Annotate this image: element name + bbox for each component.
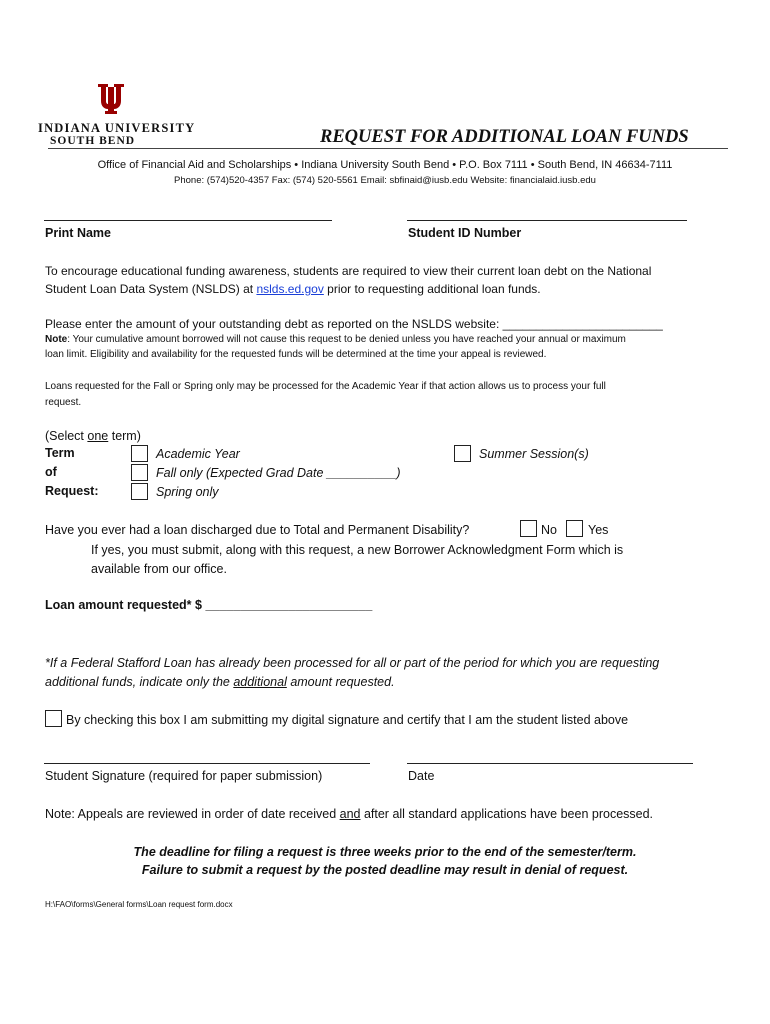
debt-prompt: Please enter the amount of your outstanding debt as reported on the NSLDS website: ________________________	[45, 317, 663, 331]
disability-followup-1: If yes, you must submit, along with this request, a new Borrower Acknowledgment Form which is	[91, 543, 624, 557]
academic-year-label: Academic Year	[156, 447, 240, 461]
term-label-1: Term	[45, 446, 75, 460]
nslds-link[interactable]: nslds.ed.gov	[256, 282, 324, 296]
term-label-3: Request:	[45, 484, 99, 498]
summer-session-checkbox[interactable]	[454, 445, 471, 462]
fall-spring-note-1: Loans requested for the Fall or Spring only may be processed for the Academic Year if that action allows us to process your full	[45, 381, 606, 392]
disability-followup-2: available from our office.	[91, 562, 227, 576]
fall-only-checkbox[interactable]	[131, 464, 148, 481]
certify-signature-checkbox[interactable]	[45, 710, 62, 727]
print-name-field[interactable]	[44, 220, 332, 221]
intro-line-1: To encourage educational funding awareness, students are required to view their current loan debt on the National	[45, 264, 652, 278]
student-id-field[interactable]	[407, 220, 687, 221]
fall-only-label: Fall only (Expected Grad Date __________)	[156, 466, 401, 480]
stafford-note-1: *If a Federal Stafford Loan has already been processed for all or part of the period for which you are requesting	[45, 656, 660, 670]
appeals-note: Note: Appeals are reviewed in order of date received and after all standard applications have been processed.	[45, 807, 654, 821]
date-field[interactable]	[407, 763, 693, 764]
spring-only-label: Spring only	[156, 485, 219, 499]
office-address: Office of Financial Aid and Scholarships • Indiana University South Bend • P.O. Box 7111 • South Bend, IN 46634-7111	[97, 159, 673, 171]
term-select-instruction: (Select one term)	[45, 429, 141, 443]
disability-no-checkbox[interactable]	[520, 520, 537, 537]
deadline-line-1: The deadline for filing a request is three weeks prior to the end of the semester/term.	[133, 845, 637, 859]
form-title: REQUEST FOR ADDITIONAL LOAN FUNDS	[320, 127, 689, 147]
campus-name: SOUTH BEND	[50, 135, 136, 147]
certify-signature-text: By checking this box I am submitting my digital signature and certify that I am the student listed above	[66, 713, 629, 727]
file-path-footer: H:\FAO\forms\General forms\Loan request form.docx	[45, 900, 233, 909]
deadline-line-2: Failure to submit a request by the posted deadline may result in denial of request.	[141, 863, 629, 877]
iu-trident-logo	[98, 84, 124, 114]
university-name: INDIANA UNIVERSITY	[38, 121, 196, 135]
disability-yes-label: Yes	[588, 523, 609, 537]
disability-no-label: No	[541, 523, 557, 537]
spring-only-checkbox[interactable]	[131, 483, 148, 500]
student-signature-field[interactable]	[44, 763, 370, 764]
debt-note-line-1: Note: Your cumulative amount borrowed will not cause this request to be denied unless you have reached your annual or maximum	[45, 334, 626, 345]
date-label: Date	[408, 769, 435, 783]
fall-spring-note-2: request.	[45, 397, 82, 408]
disability-question: Have you ever had a loan discharged due to Total and Permanent Disability?	[45, 523, 470, 537]
office-contact: Phone: (574)520-4357 Fax: (574) 520-5561 Email: sbfinaid@iusb.edu Website: financialaid.iusb.edu	[174, 175, 596, 186]
intro-line-2: Student Loan Data System (NSLDS) at nslds.ed.gov prior to requesting additional loan funds.	[45, 282, 541, 296]
disability-yes-checkbox[interactable]	[566, 520, 583, 537]
debt-note-line-2: loan limit. Eligibility and availability for the requested funds will be determined at the time your appeal is reviewed.	[45, 349, 547, 360]
summer-session-label: Summer Session(s)	[479, 447, 589, 461]
academic-year-checkbox[interactable]	[131, 445, 148, 462]
student-signature-label: Student Signature (required for paper submission)	[45, 769, 323, 783]
term-label-2: of	[45, 465, 57, 479]
student-id-label: Student ID Number	[408, 226, 522, 240]
stafford-note-2: additional funds, indicate only the additional amount requested.	[45, 675, 395, 689]
title-divider	[48, 148, 728, 149]
print-name-label: Print Name	[45, 226, 111, 240]
loan-amount-field[interactable]: Loan amount requested* $ ________________________	[45, 598, 373, 612]
